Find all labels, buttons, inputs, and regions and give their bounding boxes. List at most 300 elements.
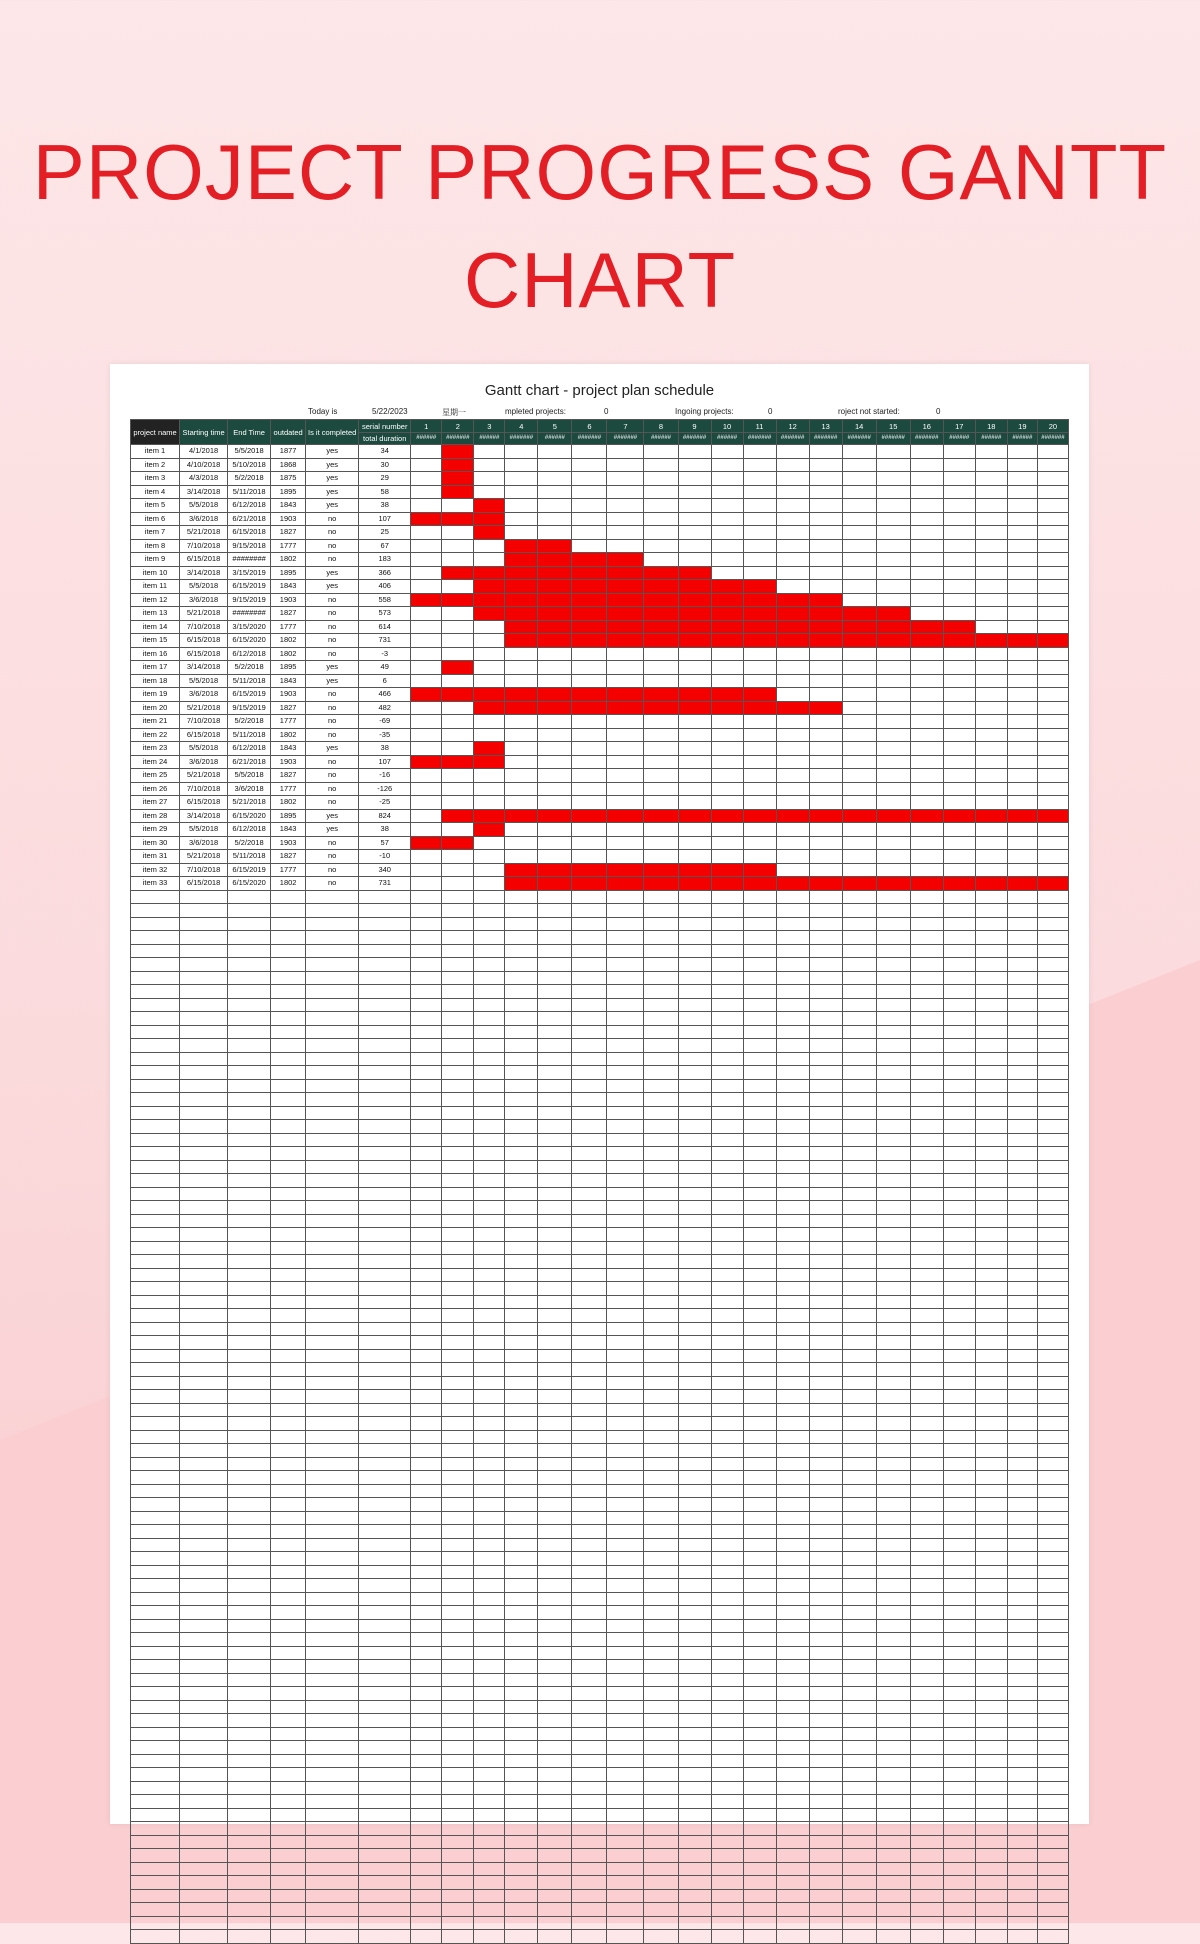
cell-name[interactable]: item 7 [131, 526, 180, 540]
day-cell[interactable] [842, 445, 876, 459]
day-cell[interactable] [442, 1228, 474, 1242]
day-cell[interactable] [678, 1106, 711, 1120]
cell-name[interactable] [131, 917, 180, 931]
day-cell[interactable] [1007, 593, 1037, 607]
day-cell[interactable] [1037, 1633, 1068, 1647]
day-cell[interactable] [1037, 1511, 1068, 1525]
day-cell[interactable] [678, 1646, 711, 1660]
day-cell[interactable] [842, 755, 876, 769]
day-cell[interactable] [1037, 917, 1068, 931]
cell-duration[interactable]: 38 [359, 499, 411, 513]
day-cell[interactable] [743, 512, 776, 526]
day-cell[interactable] [943, 1646, 975, 1660]
day-cell[interactable] [776, 1025, 809, 1039]
cell-completed[interactable]: yes [306, 823, 359, 837]
day-cell[interactable] [538, 944, 572, 958]
day-cell[interactable] [442, 647, 474, 661]
cell-duration[interactable] [359, 917, 411, 931]
day-cell[interactable] [743, 1565, 776, 1579]
cell-end[interactable] [228, 1687, 271, 1701]
day-cell[interactable] [743, 1403, 776, 1417]
day-cell[interactable] [678, 1241, 711, 1255]
cell-end[interactable]: 5/11/2018 [228, 850, 271, 864]
day-cell[interactable] [711, 796, 743, 810]
gantt-bar-cell[interactable] [442, 512, 474, 526]
gantt-bar-cell[interactable] [711, 607, 743, 621]
day-cell[interactable] [411, 1511, 442, 1525]
cell-name[interactable]: item 14 [131, 620, 180, 634]
day-cell[interactable] [644, 1255, 678, 1269]
day-cell[interactable] [842, 1174, 876, 1188]
day-cell[interactable] [505, 1741, 538, 1755]
day-cell[interactable] [876, 1133, 910, 1147]
day-cell[interactable] [678, 944, 711, 958]
day-cell[interactable] [943, 1079, 975, 1093]
day-cell[interactable] [842, 1727, 876, 1741]
day-cell[interactable] [1037, 1160, 1068, 1174]
day-cell[interactable] [1037, 1606, 1068, 1620]
cell-start[interactable]: 5/21/2018 [180, 526, 228, 540]
day-cell[interactable] [975, 728, 1007, 742]
day-cell[interactable] [943, 971, 975, 985]
day-cell[interactable] [442, 1120, 474, 1134]
day-cell[interactable] [411, 1120, 442, 1134]
cell-duration[interactable] [359, 1282, 411, 1296]
day-cell[interactable] [809, 958, 842, 972]
day-cell[interactable] [743, 1889, 776, 1903]
day-cell[interactable] [943, 1606, 975, 1620]
cell-name[interactable]: item 16 [131, 647, 180, 661]
day-cell[interactable] [943, 728, 975, 742]
day-cell[interactable] [776, 1538, 809, 1552]
day-cell[interactable] [442, 998, 474, 1012]
day-cell[interactable] [411, 1160, 442, 1174]
day-cell[interactable] [644, 1741, 678, 1755]
day-cell[interactable] [1037, 1120, 1068, 1134]
day-cell[interactable] [743, 1417, 776, 1431]
day-cell[interactable] [743, 1471, 776, 1485]
day-cell[interactable] [711, 985, 743, 999]
cell-duration[interactable]: 107 [359, 755, 411, 769]
cell-start[interactable]: 6/15/2018 [180, 634, 228, 648]
day-cell[interactable] [572, 1214, 607, 1228]
cell-start[interactable] [180, 1484, 228, 1498]
day-cell[interactable] [411, 499, 442, 513]
day-cell[interactable] [1037, 728, 1068, 742]
cell-name[interactable] [131, 1579, 180, 1593]
day-cell[interactable] [943, 1862, 975, 1876]
day-cell[interactable] [607, 539, 644, 553]
day-cell[interactable] [678, 1808, 711, 1822]
day-cell[interactable] [809, 1700, 842, 1714]
day-cell[interactable] [411, 485, 442, 499]
day-cell[interactable] [943, 1930, 975, 1944]
day-cell[interactable] [1007, 1268, 1037, 1282]
day-cell[interactable] [842, 728, 876, 742]
day-cell[interactable] [1007, 796, 1037, 810]
cell-start[interactable] [180, 1727, 228, 1741]
cell-completed[interactable] [306, 1201, 359, 1215]
day-cell[interactable] [1007, 1606, 1037, 1620]
day-cell[interactable] [842, 890, 876, 904]
day-cell[interactable] [1037, 445, 1068, 459]
day-cell[interactable] [607, 1282, 644, 1296]
day-cell[interactable] [572, 728, 607, 742]
day-cell[interactable] [572, 1444, 607, 1458]
cell-outdated[interactable] [271, 1714, 306, 1728]
day-cell[interactable] [910, 904, 943, 918]
day-cell[interactable] [809, 1025, 842, 1039]
day-cell[interactable] [842, 1781, 876, 1795]
cell-outdated[interactable] [271, 1133, 306, 1147]
day-cell[interactable] [474, 1336, 505, 1350]
cell-completed[interactable] [306, 917, 359, 931]
cell-outdated[interactable] [271, 1349, 306, 1363]
day-cell[interactable] [743, 1120, 776, 1134]
cell-outdated[interactable]: 1827 [271, 607, 306, 621]
day-cell[interactable] [975, 445, 1007, 459]
day-cell[interactable] [876, 823, 910, 837]
cell-start[interactable] [180, 1066, 228, 1080]
day-cell[interactable] [644, 1565, 678, 1579]
day-cell[interactable] [910, 1660, 943, 1674]
day-cell[interactable] [1007, 472, 1037, 486]
cell-name[interactable] [131, 985, 180, 999]
cell-completed[interactable] [306, 998, 359, 1012]
cell-outdated[interactable] [271, 1106, 306, 1120]
day-cell[interactable] [842, 823, 876, 837]
cell-completed[interactable] [306, 1363, 359, 1377]
day-cell[interactable] [1037, 1700, 1068, 1714]
day-cell[interactable] [842, 1133, 876, 1147]
cell-duration[interactable] [359, 1444, 411, 1458]
day-cell[interactable] [1037, 1538, 1068, 1552]
day-cell[interactable] [1037, 485, 1068, 499]
day-cell[interactable] [505, 1646, 538, 1660]
cell-outdated[interactable]: 1802 [271, 553, 306, 567]
cell-completed[interactable] [306, 985, 359, 999]
day-cell[interactable] [910, 1673, 943, 1687]
day-cell[interactable] [711, 1862, 743, 1876]
day-cell[interactable] [776, 1849, 809, 1863]
gantt-bar-cell[interactable] [474, 823, 505, 837]
day-cell[interactable] [743, 1160, 776, 1174]
cell-name[interactable] [131, 1889, 180, 1903]
day-cell[interactable] [538, 1187, 572, 1201]
day-cell[interactable] [975, 971, 1007, 985]
day-cell[interactable] [411, 1241, 442, 1255]
day-cell[interactable] [776, 1862, 809, 1876]
day-cell[interactable] [644, 1322, 678, 1336]
day-cell[interactable] [842, 499, 876, 513]
cell-start[interactable]: 3/14/2018 [180, 485, 228, 499]
day-cell[interactable] [743, 661, 776, 675]
cell-outdated[interactable] [271, 1430, 306, 1444]
cell-outdated[interactable] [271, 1525, 306, 1539]
cell-start[interactable]: 3/6/2018 [180, 512, 228, 526]
day-cell[interactable] [442, 1511, 474, 1525]
day-cell[interactable] [842, 1282, 876, 1296]
day-cell[interactable] [943, 1525, 975, 1539]
gantt-bar-cell[interactable] [678, 566, 711, 580]
day-cell[interactable] [711, 1214, 743, 1228]
gantt-bar-cell[interactable] [711, 688, 743, 702]
cell-name[interactable]: item 31 [131, 850, 180, 864]
gantt-bar-cell[interactable] [607, 620, 644, 634]
day-cell[interactable] [876, 1876, 910, 1890]
day-cell[interactable] [910, 607, 943, 621]
day-cell[interactable] [876, 1700, 910, 1714]
day-cell[interactable] [1007, 647, 1037, 661]
day-cell[interactable] [644, 985, 678, 999]
gantt-bar-cell[interactable] [678, 607, 711, 621]
day-cell[interactable] [842, 512, 876, 526]
day-cell[interactable] [678, 985, 711, 999]
day-cell[interactable] [607, 1633, 644, 1647]
day-cell[interactable] [943, 539, 975, 553]
day-cell[interactable] [842, 998, 876, 1012]
day-cell[interactable] [776, 1241, 809, 1255]
day-cell[interactable] [411, 823, 442, 837]
day-cell[interactable] [572, 1187, 607, 1201]
day-cell[interactable] [809, 1133, 842, 1147]
gantt-bar-cell[interactable] [910, 620, 943, 634]
cell-name[interactable]: item 22 [131, 728, 180, 742]
cell-outdated[interactable] [271, 1012, 306, 1026]
day-cell[interactable] [943, 1835, 975, 1849]
day-cell[interactable] [1037, 904, 1068, 918]
day-cell[interactable] [743, 647, 776, 661]
day-cell[interactable] [474, 1106, 505, 1120]
day-cell[interactable] [572, 715, 607, 729]
day-cell[interactable] [876, 1565, 910, 1579]
day-cell[interactable] [711, 1673, 743, 1687]
day-cell[interactable] [644, 931, 678, 945]
cell-name[interactable] [131, 1282, 180, 1296]
day-cell[interactable] [1007, 1579, 1037, 1593]
day-cell[interactable] [743, 1133, 776, 1147]
cell-start[interactable] [180, 1106, 228, 1120]
day-cell[interactable] [644, 1174, 678, 1188]
day-cell[interactable] [442, 674, 474, 688]
day-cell[interactable] [809, 1579, 842, 1593]
day-cell[interactable] [876, 1646, 910, 1660]
day-cell[interactable] [538, 1768, 572, 1782]
gantt-bar-cell[interactable] [876, 809, 910, 823]
day-cell[interactable] [644, 1268, 678, 1282]
day-cell[interactable] [910, 1592, 943, 1606]
gantt-bar-cell[interactable] [442, 458, 474, 472]
day-cell[interactable] [411, 1147, 442, 1161]
day-cell[interactable] [876, 769, 910, 783]
day-cell[interactable] [572, 1646, 607, 1660]
day-cell[interactable] [975, 1322, 1007, 1336]
cell-end[interactable]: 5/21/2018 [228, 796, 271, 810]
cell-completed[interactable] [306, 1876, 359, 1890]
day-cell[interactable] [474, 1187, 505, 1201]
day-cell[interactable] [711, 1444, 743, 1458]
gantt-bar-cell[interactable] [607, 634, 644, 648]
day-cell[interactable] [975, 1822, 1007, 1836]
day-cell[interactable] [678, 1133, 711, 1147]
cell-start[interactable] [180, 1714, 228, 1728]
day-cell[interactable] [442, 1538, 474, 1552]
day-cell[interactable] [572, 1484, 607, 1498]
day-cell[interactable] [474, 1592, 505, 1606]
cell-end[interactable]: 5/11/2018 [228, 674, 271, 688]
cell-end[interactable] [228, 1282, 271, 1296]
cell-outdated[interactable] [271, 1646, 306, 1660]
day-cell[interactable] [607, 1484, 644, 1498]
day-cell[interactable] [910, 1930, 943, 1944]
day-cell[interactable] [876, 1849, 910, 1863]
day-cell[interactable] [411, 1268, 442, 1282]
day-cell[interactable] [809, 1241, 842, 1255]
day-cell[interactable] [607, 1565, 644, 1579]
day-cell[interactable] [538, 931, 572, 945]
cell-name[interactable] [131, 904, 180, 918]
day-cell[interactable] [1037, 539, 1068, 553]
day-cell[interactable] [943, 1187, 975, 1201]
day-cell[interactable] [442, 850, 474, 864]
gantt-bar-cell[interactable] [572, 809, 607, 823]
cell-end[interactable]: ######## [228, 607, 271, 621]
day-cell[interactable] [538, 1808, 572, 1822]
cell-completed[interactable] [306, 1538, 359, 1552]
day-cell[interactable] [1007, 1457, 1037, 1471]
day-cell[interactable] [776, 1687, 809, 1701]
day-cell[interactable] [607, 1336, 644, 1350]
day-cell[interactable] [711, 1687, 743, 1701]
cell-completed[interactable]: yes [306, 458, 359, 472]
cell-end[interactable]: 6/15/2018 [228, 526, 271, 540]
cell-outdated[interactable] [271, 1552, 306, 1566]
day-cell[interactable] [505, 1201, 538, 1215]
day-cell[interactable] [910, 1174, 943, 1188]
day-cell[interactable] [975, 661, 1007, 675]
day-cell[interactable] [1037, 1525, 1068, 1539]
day-cell[interactable] [943, 458, 975, 472]
day-cell[interactable] [411, 1079, 442, 1093]
day-cell[interactable] [1037, 1714, 1068, 1728]
day-cell[interactable] [876, 1795, 910, 1809]
day-cell[interactable] [743, 917, 776, 931]
gantt-bar-cell[interactable] [607, 566, 644, 580]
day-cell[interactable] [1037, 661, 1068, 675]
day-cell[interactable] [711, 1052, 743, 1066]
cell-name[interactable] [131, 1687, 180, 1701]
day-cell[interactable] [678, 445, 711, 459]
day-cell[interactable] [910, 1052, 943, 1066]
day-cell[interactable] [975, 1241, 1007, 1255]
day-cell[interactable] [644, 1295, 678, 1309]
gantt-bar-cell[interactable] [538, 701, 572, 715]
day-cell[interactable] [442, 1498, 474, 1512]
day-cell[interactable] [474, 1889, 505, 1903]
gantt-bar-cell[interactable] [474, 566, 505, 580]
gantt-bar-cell[interactable] [876, 620, 910, 634]
cell-start[interactable] [180, 1187, 228, 1201]
day-cell[interactable] [711, 1835, 743, 1849]
day-cell[interactable] [809, 1174, 842, 1188]
day-cell[interactable] [1037, 823, 1068, 837]
day-cell[interactable] [644, 1376, 678, 1390]
day-cell[interactable] [505, 1930, 538, 1944]
day-cell[interactable] [809, 782, 842, 796]
day-cell[interactable] [538, 1012, 572, 1026]
day-cell[interactable] [876, 1079, 910, 1093]
day-cell[interactable] [505, 1322, 538, 1336]
day-cell[interactable] [505, 1579, 538, 1593]
cell-duration[interactable] [359, 1768, 411, 1782]
cell-outdated[interactable]: 1802 [271, 634, 306, 648]
cell-start[interactable] [180, 1673, 228, 1687]
cell-start[interactable] [180, 1781, 228, 1795]
cell-name[interactable] [131, 1673, 180, 1687]
day-cell[interactable] [505, 1268, 538, 1282]
day-cell[interactable] [910, 1106, 943, 1120]
day-cell[interactable] [743, 1376, 776, 1390]
day-cell[interactable] [474, 445, 505, 459]
day-cell[interactable] [943, 512, 975, 526]
cell-outdated[interactable] [271, 1039, 306, 1053]
gantt-bar-cell[interactable] [1007, 809, 1037, 823]
day-cell[interactable] [607, 782, 644, 796]
day-cell[interactable] [538, 769, 572, 783]
day-cell[interactable] [538, 1619, 572, 1633]
day-cell[interactable] [743, 1511, 776, 1525]
cell-duration[interactable] [359, 1525, 411, 1539]
day-cell[interactable] [607, 1525, 644, 1539]
cell-duration[interactable] [359, 1484, 411, 1498]
day-cell[interactable] [842, 1322, 876, 1336]
cell-name[interactable] [131, 1430, 180, 1444]
day-cell[interactable] [505, 485, 538, 499]
cell-duration[interactable] [359, 1363, 411, 1377]
day-cell[interactable] [411, 890, 442, 904]
day-cell[interactable] [505, 1714, 538, 1728]
day-cell[interactable] [743, 1714, 776, 1728]
cell-duration[interactable] [359, 1066, 411, 1080]
gantt-bar-cell[interactable] [678, 634, 711, 648]
cell-outdated[interactable]: 1877 [271, 445, 306, 459]
gantt-bar-cell[interactable] [572, 877, 607, 891]
cell-start[interactable] [180, 1457, 228, 1471]
day-cell[interactable] [538, 1687, 572, 1701]
day-cell[interactable] [910, 863, 943, 877]
cell-start[interactable] [180, 1417, 228, 1431]
day-cell[interactable] [1037, 1322, 1068, 1336]
day-cell[interactable] [442, 1741, 474, 1755]
day-cell[interactable] [505, 458, 538, 472]
cell-outdated[interactable] [271, 1795, 306, 1809]
cell-outdated[interactable] [271, 1673, 306, 1687]
day-cell[interactable] [538, 1565, 572, 1579]
day-cell[interactable] [474, 728, 505, 742]
day-cell[interactable] [644, 1309, 678, 1323]
day-cell[interactable] [572, 1282, 607, 1296]
cell-outdated[interactable] [271, 1889, 306, 1903]
day-cell[interactable] [711, 526, 743, 540]
day-cell[interactable] [743, 1835, 776, 1849]
cell-duration[interactable] [359, 1336, 411, 1350]
gantt-bar-cell[interactable] [842, 877, 876, 891]
day-cell[interactable] [711, 1417, 743, 1431]
day-cell[interactable] [975, 1444, 1007, 1458]
day-cell[interactable] [1037, 1754, 1068, 1768]
day-cell[interactable] [442, 1255, 474, 1269]
cell-start[interactable] [180, 1160, 228, 1174]
